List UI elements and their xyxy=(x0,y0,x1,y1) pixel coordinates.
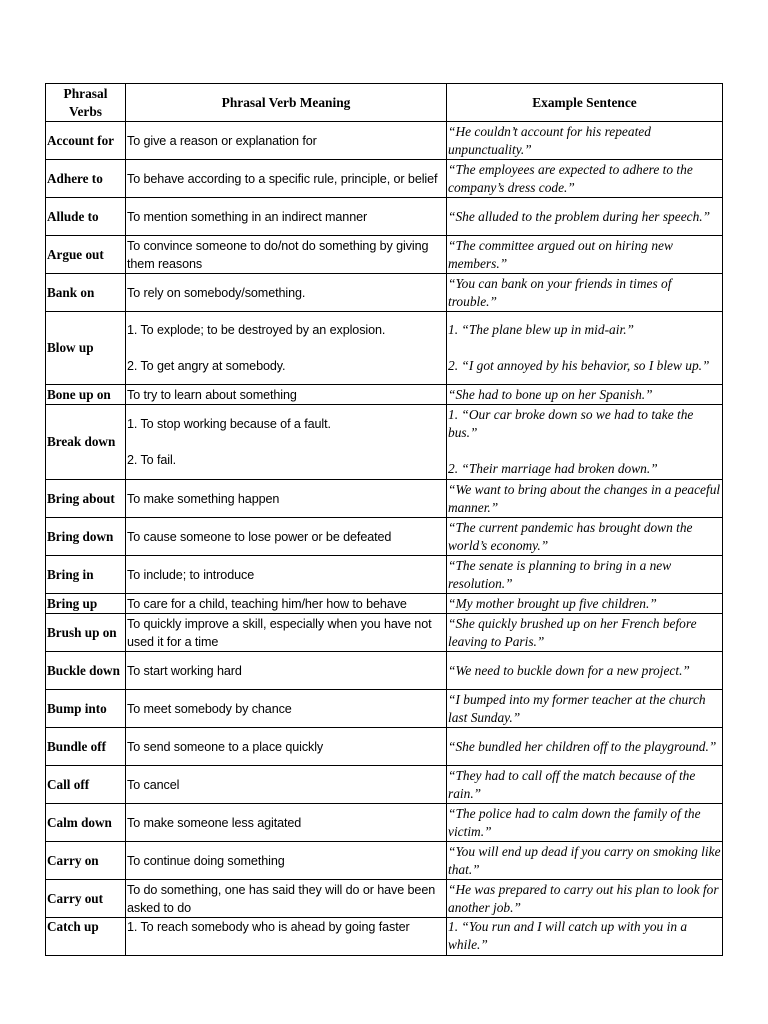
verb-cell: Break down xyxy=(46,405,126,480)
verb-cell: Blow up xyxy=(46,312,126,385)
meaning-cell: 1. To reach somebody who is ahead by going faster xyxy=(126,918,447,956)
verb-cell: Calm down xyxy=(46,804,126,842)
verb-cell: Allude to xyxy=(46,198,126,236)
example-cell xyxy=(447,405,723,480)
meaning-cell: To give a reason or explanation for xyxy=(126,122,447,160)
example-cell: “She alluded to the problem during her speech.” xyxy=(447,198,723,236)
example-cell: “She bundled her children off to the playground.” xyxy=(447,728,723,766)
table-row xyxy=(46,766,723,804)
example-line: 1. “Our car broke down so we had to take the bus.” xyxy=(448,407,694,440)
meaning-cell: To meet somebody by chance xyxy=(126,690,447,728)
header-example: Example Sentence xyxy=(447,84,723,122)
meaning-line: 1. To explode; to be destroyed by an explosion. xyxy=(127,323,386,337)
verb-cell: Bring about xyxy=(46,480,126,518)
verb-cell: Call off xyxy=(46,766,126,804)
meaning-line: 2. To get angry at somebody. xyxy=(127,359,286,373)
header-verbs: Phrasal Verbs xyxy=(46,84,126,122)
example-cell: “You can bank on your friends in times of trouble.” xyxy=(447,274,723,312)
meaning-cell: To cancel xyxy=(126,766,447,804)
blank-line xyxy=(127,433,445,451)
table-row xyxy=(46,312,723,385)
verb-cell: Bone up on xyxy=(46,385,126,405)
example-cell xyxy=(447,312,723,385)
example-cell: “My mother brought up five children.” xyxy=(447,594,723,614)
header-row xyxy=(46,84,723,122)
table-row xyxy=(46,690,723,728)
table-row xyxy=(46,652,723,690)
meaning-cell xyxy=(126,312,447,385)
example-line: 2. “Their marriage had broken down.” xyxy=(448,461,658,476)
example-line: 1. “The plane blew up in mid-air.” xyxy=(448,322,634,337)
example-cell: 1. “You run and I will catch up with you in a while.” xyxy=(447,918,723,956)
table-row xyxy=(46,236,723,274)
example-cell: “You will end up dead if you carry on smoking like that.” xyxy=(447,842,723,880)
example-cell: “They had to call off the match because of the rain.” xyxy=(447,766,723,804)
example-cell: “The current pandemic has brought down the world’s economy.” xyxy=(447,518,723,556)
meaning-line: 2. To fail. xyxy=(127,453,177,467)
verb-cell: Catch up xyxy=(46,918,126,956)
blank-line xyxy=(448,442,721,460)
header-meaning: Phrasal Verb Meaning xyxy=(126,84,447,122)
table-row xyxy=(46,198,723,236)
meaning-cell: To care for a child, teaching him/her how to behave xyxy=(126,594,447,614)
table-row xyxy=(46,160,723,198)
verb-cell: Argue out xyxy=(46,236,126,274)
example-line: 2. “I got annoyed by his behavior, so I blew up.” xyxy=(448,358,710,373)
example-cell: “He couldn’t account for his repeated unpunctuality.” xyxy=(447,122,723,160)
verb-cell: Bundle off xyxy=(46,728,126,766)
verb-cell: Bank on xyxy=(46,274,126,312)
table-row xyxy=(46,880,723,918)
phrasal-verbs-table xyxy=(45,83,723,956)
meaning-cell: To try to learn about something xyxy=(126,385,447,405)
table-row xyxy=(46,480,723,518)
blank-line xyxy=(448,339,721,357)
table-row xyxy=(46,556,723,594)
example-cell: “We need to buckle down for a new project.” xyxy=(447,652,723,690)
meaning-cell: To continue doing something xyxy=(126,842,447,880)
example-cell: “The senate is planning to bring in a new resolution.” xyxy=(447,556,723,594)
verb-cell: Adhere to xyxy=(46,160,126,198)
meaning-cell: To make something happen xyxy=(126,480,447,518)
meaning-cell: To convince someone to do/not do something by giving them reasons xyxy=(126,236,447,274)
verb-cell: Account for xyxy=(46,122,126,160)
verb-cell: Bring down xyxy=(46,518,126,556)
verb-cell: Brush up on xyxy=(46,614,126,652)
meaning-cell: To do something, one has said they will do or have been asked to do xyxy=(126,880,447,918)
example-cell: “She had to bone up on her Spanish.” xyxy=(447,385,723,405)
table-row xyxy=(46,728,723,766)
table-row xyxy=(46,385,723,405)
table-row xyxy=(46,122,723,160)
table-row xyxy=(46,918,723,956)
verb-cell: Carry out xyxy=(46,880,126,918)
example-cell: “She quickly brushed up on her French before leaving to Paris.” xyxy=(447,614,723,652)
verb-cell: Bring in xyxy=(46,556,126,594)
meaning-cell: To rely on somebody/something. xyxy=(126,274,447,312)
blank-line xyxy=(127,339,445,357)
meaning-cell: To behave according to a specific rule, principle, or belief xyxy=(126,160,447,198)
verb-cell: Bump into xyxy=(46,690,126,728)
example-cell: “We want to bring about the changes in a peaceful manner.” xyxy=(447,480,723,518)
meaning-cell: To quickly improve a skill, especially when you have not used it for a time xyxy=(126,614,447,652)
example-cell: “The police had to calm down the family of the victim.” xyxy=(447,804,723,842)
table-row xyxy=(46,842,723,880)
example-cell: “He was prepared to carry out his plan to look for another job.” xyxy=(447,880,723,918)
meaning-cell xyxy=(126,405,447,480)
table-row xyxy=(46,405,723,480)
meaning-cell: To mention something in an indirect manner xyxy=(126,198,447,236)
table-row xyxy=(46,518,723,556)
meaning-cell: To start working hard xyxy=(126,652,447,690)
meaning-cell: To include; to introduce xyxy=(126,556,447,594)
verb-cell: Bring up xyxy=(46,594,126,614)
meaning-cell: To cause someone to lose power or be defeated xyxy=(126,518,447,556)
meaning-cell: To send someone to a place quickly xyxy=(126,728,447,766)
example-cell: “The employees are expected to adhere to the company’s dress code.” xyxy=(447,160,723,198)
example-cell: “The committee argued out on hiring new members.” xyxy=(447,236,723,274)
table-row xyxy=(46,804,723,842)
table-row xyxy=(46,274,723,312)
verb-cell: Buckle down xyxy=(46,652,126,690)
table-row xyxy=(46,614,723,652)
meaning-cell: To make someone less agitated xyxy=(126,804,447,842)
meaning-line: 1. To stop working because of a fault. xyxy=(127,417,331,431)
example-cell: “I bumped into my former teacher at the church last Sunday.” xyxy=(447,690,723,728)
verb-cell: Carry on xyxy=(46,842,126,880)
table-row xyxy=(46,594,723,614)
